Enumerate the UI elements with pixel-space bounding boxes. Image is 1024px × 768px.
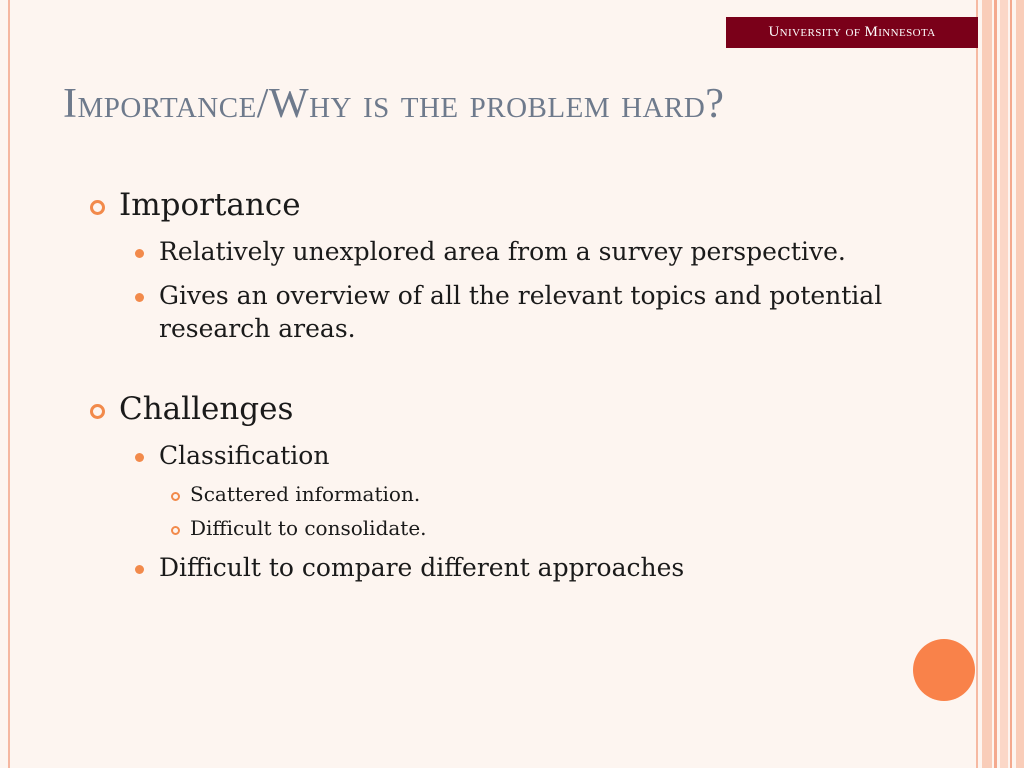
sub-bullet	[88, 439, 968, 473]
sub-sub-bullet-text: Difficult to consolidate.	[190, 515, 427, 540]
sub-bullet	[88, 279, 968, 347]
sub-sub-bullet-text: Scattered information.	[190, 481, 421, 506]
dot-bullet-icon	[135, 453, 144, 462]
decorative-orange-circle	[913, 639, 975, 701]
sub-bullet-text: Difficult to compare different approaches	[159, 552, 685, 582]
left-border-rule	[8, 0, 10, 768]
dot-bullet-icon	[135, 293, 144, 302]
bullet-text: Importance	[119, 187, 301, 223]
ring-bullet-icon	[90, 404, 105, 419]
slide-title: Importance/Why is the problem hard?	[63, 81, 725, 127]
dot-bullet-icon	[135, 249, 144, 258]
sub-bullet	[88, 551, 968, 585]
bullet-text: Challenges	[119, 391, 294, 427]
bullet-list	[88, 186, 968, 584]
right-decorative-stripes	[976, 0, 1024, 768]
small-ring-bullet-icon	[171, 492, 180, 501]
sub-bullet-text: Relatively unexplored area from a survey perspective.	[159, 236, 846, 266]
bullet-importance	[88, 186, 968, 225]
sub-bullet	[88, 235, 968, 269]
sub-sub-bullet	[88, 481, 968, 507]
sub-bullet-text: Classification	[159, 440, 330, 470]
ring-bullet-icon	[90, 200, 105, 215]
university-logo: University of Minnesota	[726, 17, 978, 48]
bullet-challenges	[88, 390, 968, 429]
small-ring-bullet-icon	[171, 526, 180, 535]
sub-sub-bullet	[88, 515, 968, 541]
dot-bullet-icon	[135, 565, 144, 574]
sub-bullet-text: Gives an overview of all the relevant topics and potential research areas.	[159, 280, 883, 344]
